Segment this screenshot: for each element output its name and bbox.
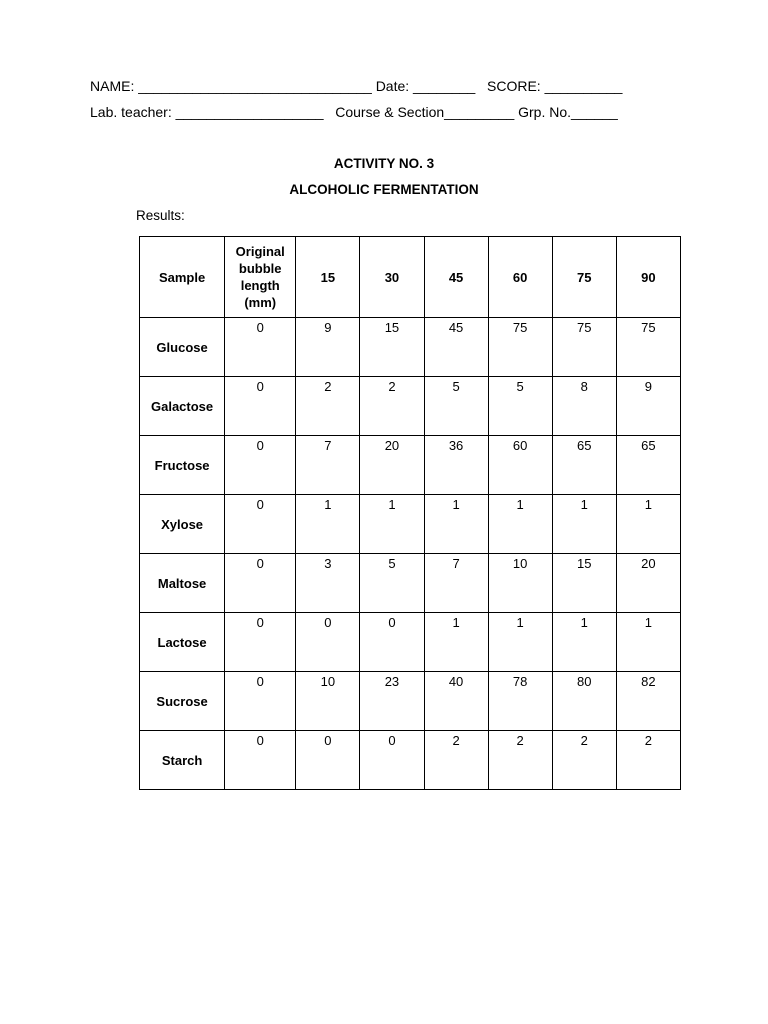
value-cell: 7 <box>424 554 488 613</box>
value-cell: 1 <box>616 495 680 554</box>
value-cell: 0 <box>225 731 296 790</box>
value-cell: 2 <box>360 377 424 436</box>
value-cell: 1 <box>296 495 360 554</box>
col-header-original-length-text: Original bubble length (mm) <box>235 244 285 310</box>
value-cell: 0 <box>225 672 296 731</box>
sample-name-cell: Glucose <box>140 318 225 377</box>
col-header-30: 30 <box>360 237 424 318</box>
teacher-course-group-line: Lab. teacher: ___________________ Course & Section_________ Grp. No.______ <box>90 104 618 120</box>
value-cell: 0 <box>225 318 296 377</box>
col-header-45: 45 <box>424 237 488 318</box>
value-cell: 0 <box>360 613 424 672</box>
value-cell: 5 <box>488 377 552 436</box>
table-row <box>140 436 681 495</box>
value-cell: 1 <box>488 495 552 554</box>
table-row <box>140 731 681 790</box>
table-row <box>140 318 681 377</box>
value-cell: 1 <box>488 613 552 672</box>
value-cell: 8 <box>552 377 616 436</box>
value-cell: 5 <box>424 377 488 436</box>
table-row <box>140 672 681 731</box>
value-cell: 75 <box>552 318 616 377</box>
value-cell: 1 <box>552 613 616 672</box>
value-cell: 40 <box>424 672 488 731</box>
value-cell: 2 <box>616 731 680 790</box>
value-cell: 20 <box>360 436 424 495</box>
value-cell: 2 <box>552 731 616 790</box>
value-cell: 0 <box>296 613 360 672</box>
value-cell: 78 <box>488 672 552 731</box>
col-header-90: 90 <box>616 237 680 318</box>
value-cell: 3 <box>296 554 360 613</box>
value-cell: 65 <box>616 436 680 495</box>
value-cell: 0 <box>225 377 296 436</box>
name-date-score-line: NAME: ______________________________ Date: ________ SCORE: __________ <box>90 78 623 94</box>
value-cell: 1 <box>424 495 488 554</box>
value-cell: 0 <box>225 613 296 672</box>
activity-title: ACTIVITY NO. 3 <box>333 156 435 171</box>
value-cell: 0 <box>296 731 360 790</box>
value-cell: 45 <box>424 318 488 377</box>
value-cell: 2 <box>488 731 552 790</box>
value-cell: 0 <box>225 436 296 495</box>
table-row <box>140 377 681 436</box>
sample-name-cell: Sucrose <box>140 672 225 731</box>
value-cell: 80 <box>552 672 616 731</box>
value-cell: 7 <box>296 436 360 495</box>
value-cell: 60 <box>488 436 552 495</box>
value-cell: 15 <box>552 554 616 613</box>
value-cell: 10 <box>296 672 360 731</box>
sample-name-cell: Lactose <box>140 613 225 672</box>
activity-subtitle: ALCOHOLIC FERMENTATION <box>289 182 479 197</box>
value-cell: 9 <box>296 318 360 377</box>
value-cell: 1 <box>552 495 616 554</box>
col-header-75: 75 <box>552 237 616 318</box>
value-cell: 36 <box>424 436 488 495</box>
value-cell: 0 <box>225 495 296 554</box>
value-cell: 1 <box>424 613 488 672</box>
col-header-original-length <box>225 237 296 318</box>
value-cell: 75 <box>616 318 680 377</box>
sample-name-cell: Starch <box>140 731 225 790</box>
value-cell: 0 <box>360 731 424 790</box>
value-cell: 2 <box>296 377 360 436</box>
sample-name-cell: Xylose <box>140 495 225 554</box>
value-cell: 1 <box>616 613 680 672</box>
col-header-sample: Sample <box>140 237 225 318</box>
value-cell: 82 <box>616 672 680 731</box>
value-cell: 23 <box>360 672 424 731</box>
table-header-row <box>140 237 681 318</box>
value-cell: 1 <box>360 495 424 554</box>
table-row <box>140 495 681 554</box>
sample-name-cell: Galactose <box>140 377 225 436</box>
col-header-60: 60 <box>488 237 552 318</box>
value-cell: 75 <box>488 318 552 377</box>
sample-name-cell: Maltose <box>140 554 225 613</box>
col-header-15: 15 <box>296 237 360 318</box>
value-cell: 65 <box>552 436 616 495</box>
table-row <box>140 554 681 613</box>
value-cell: 15 <box>360 318 424 377</box>
results-label: Results: <box>136 208 185 223</box>
value-cell: 2 <box>424 731 488 790</box>
value-cell: 20 <box>616 554 680 613</box>
value-cell: 10 <box>488 554 552 613</box>
sample-name-cell: Fructose <box>140 436 225 495</box>
value-cell: 9 <box>616 377 680 436</box>
table-row <box>140 613 681 672</box>
value-cell: 0 <box>225 554 296 613</box>
results-table <box>139 236 681 790</box>
value-cell: 5 <box>360 554 424 613</box>
